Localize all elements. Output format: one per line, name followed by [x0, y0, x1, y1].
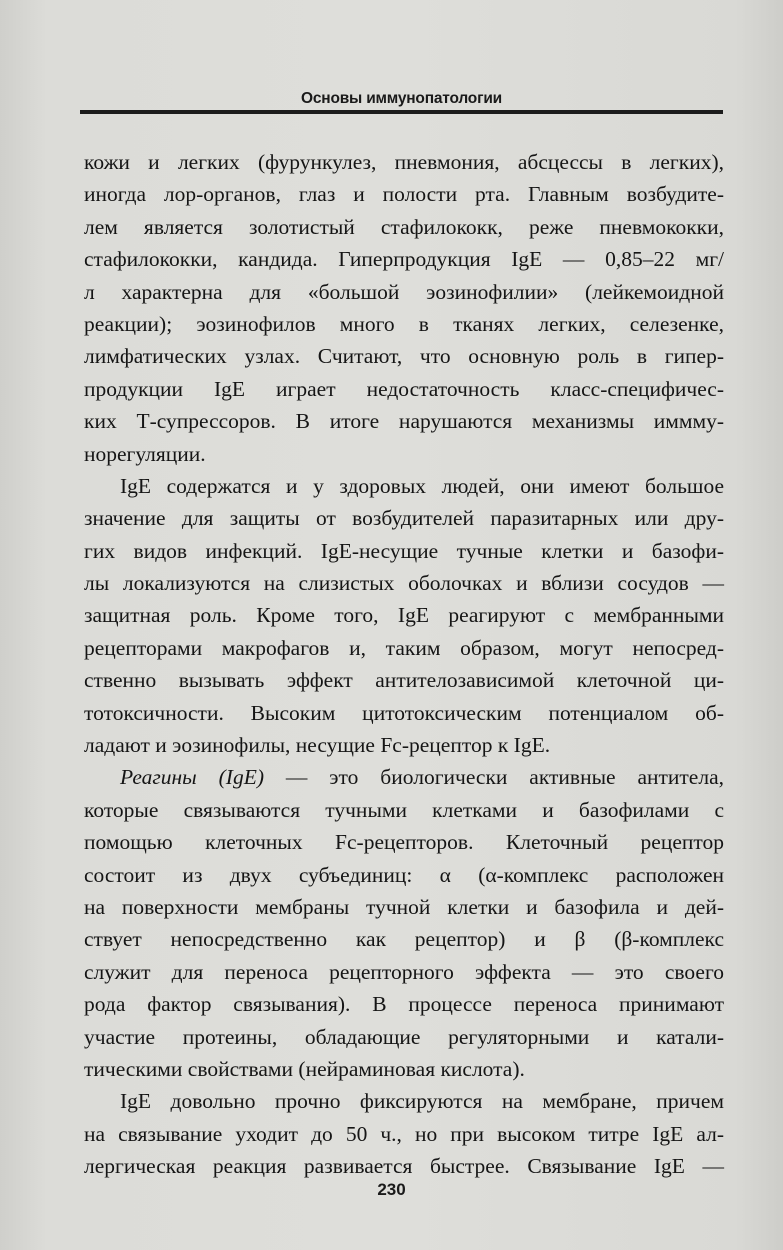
text-line: IgE содержатся и у здоровых людей, они имеют большое	[120, 473, 724, 498]
text-line: служит для переноса рецепторного эффекта — это своего	[84, 959, 724, 984]
text-line: лы локализуются на слизистых оболочках и вблизи сосудов —	[84, 571, 724, 596]
text-line: ладают и эозинофилы, несущие Fc-рецептор к IgE.	[84, 733, 551, 758]
text-line: стафилококки, кандида. Гиперпродукция IgE — 0,85–22 мг/	[84, 247, 724, 272]
body-text	[84, 146, 724, 1183]
text-line: кожи и легких (фурункулез, пневмония, абсцессы в легких),	[84, 150, 724, 174]
running-head	[80, 88, 723, 116]
paragraph-3	[84, 761, 724, 1085]
text-line: продукции IgE играет недостаточность класс-специфичес-	[84, 376, 724, 401]
running-head-title: Основы иммунопатологии	[301, 90, 502, 107]
text-line: ких Т-супрессоров. В итоге нарушаются механизмы иммму-	[84, 409, 724, 434]
text-line: на поверхности мембраны тучной клетки и базофила и дей-	[84, 894, 724, 919]
text-line: л характерна для «большой эозинофилии» (лейкемоидной	[84, 279, 724, 304]
text-line: IgE довольно прочно фиксируются на мембране, причем	[120, 1089, 724, 1114]
text-line: лем является золотистый стафилококк, реже пневмококки,	[84, 214, 724, 239]
header-rule	[80, 110, 723, 114]
text-line: которые связываются тучными клетками и базофилами с	[84, 797, 724, 822]
text-line: норегуляции.	[84, 441, 206, 466]
paragraph-1	[84, 146, 724, 470]
paragraph-4	[84, 1085, 724, 1182]
text-line-rest: — это биологически активные антитела,	[264, 765, 724, 790]
text-line: гих видов инфекций. IgE-несущие тучные клетки и базофи-	[84, 538, 724, 563]
text-line: ственно вызывать эффект антителозависимой клеточной ци-	[84, 668, 724, 693]
text-line: лимфатических узлах. Считают, что основную роль в гипер-	[84, 344, 724, 369]
paragraph-2	[84, 470, 724, 762]
text-line: лергическая реакция развивается быстрее. Связывание IgE —	[84, 1154, 724, 1179]
text-line: участие протеины, обладающие регуляторными и катали-	[84, 1024, 724, 1049]
text-line: рода фактор связывания). В процессе переноса принимают	[84, 992, 724, 1017]
text-line: помощью клеточных Fc-рецепторов. Клеточный рецептор	[84, 830, 724, 855]
text-line: защитная роль. Кроме того, IgE реагируют с мембранными	[84, 603, 724, 628]
text-line: на связывание уходит до 50 ч., но при высоком титре IgE ал-	[84, 1121, 724, 1146]
italic-term: Реагины (IgE)	[120, 765, 264, 790]
text-line: реакции); эозинофилов много в тканях легких, селезенке,	[84, 311, 724, 336]
text-line: тотоксичности. Высоким цитотоксическим потенциалом об-	[84, 700, 724, 725]
text-line: тическими свойствами (нейраминовая кислота).	[84, 1056, 525, 1081]
text-line: рецепторами макрофагов и, таким образом, могут непосред-	[84, 635, 724, 660]
text-line: значение для защиты от возбудителей паразитарных или дру-	[84, 506, 724, 531]
text-line: состоит из двух субъединиц: α (α-комплекс расположен	[84, 862, 724, 887]
text-line: ствует непосредственно как рецептор) и β (β-комплекс	[84, 927, 724, 952]
text-line: иногда лор-органов, глаз и полости рта. Главным возбудите-	[84, 182, 724, 207]
page-number: 230	[377, 1180, 406, 1199]
text-line	[84, 761, 724, 793]
